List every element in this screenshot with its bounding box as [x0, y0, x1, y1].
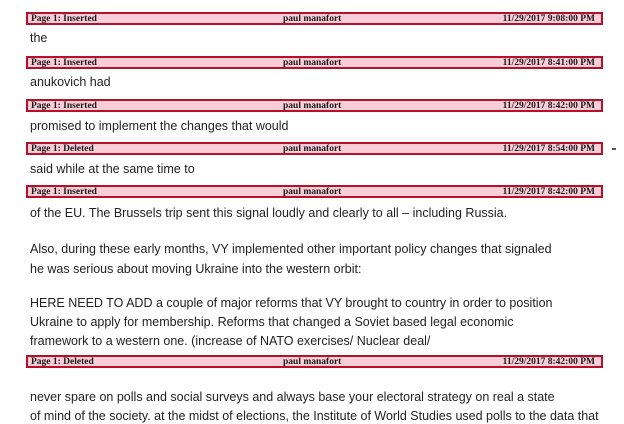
body-line: Also, during these early months, VY implemented other important policy changes that signaled: [30, 242, 552, 256]
change-date: 11/29/2017 8:42:00 PM: [502, 357, 595, 367]
change-date: 11/29/2017 8:41:00 PM: [502, 58, 595, 68]
change-text: said while at the same time to: [30, 162, 195, 176]
change-author: paul manafort: [283, 144, 342, 154]
change-date: 11/29/2017 8:42:00 PM: [502, 101, 595, 111]
change-type: Page 1: Inserted: [31, 187, 97, 197]
change-date: 11/29/2017 8:42:00 PM: [502, 187, 595, 197]
body-line: HERE NEED TO ADD a couple of major reforms that VY brought to country in order to position: [30, 296, 553, 310]
change-date: 11/29/2017 8:54:00 PM: [502, 144, 595, 154]
change-header-inserted: [26, 185, 603, 198]
change-text: promised to implement the changes that would: [30, 119, 289, 133]
change-text: anukovich had: [30, 75, 111, 89]
change-type: Page 1: Inserted: [31, 101, 97, 111]
body-line: Ukraine to apply for membership. Reforms that changed a Soviet based legal economic: [30, 315, 514, 329]
body-line: he was serious about moving Ukraine into the western orbit:: [30, 262, 362, 276]
change-author: paul manafort: [283, 357, 342, 367]
change-text: the: [30, 31, 48, 45]
change-header-inserted: [26, 56, 603, 69]
change-type: Page 1: Deleted: [31, 357, 94, 367]
change-type: Page 1: Deleted: [31, 144, 94, 154]
change-header-inserted: [26, 12, 603, 25]
body-line: framework to a western one. (increase of NATO exercises/ Nuclear deal/: [30, 334, 431, 348]
change-author: paul manafort: [283, 14, 342, 24]
change-author: paul manafort: [283, 101, 342, 111]
change-date: 11/29/2017 9:08:00 PM: [502, 14, 595, 24]
change-type: Page 1: Inserted: [31, 14, 97, 24]
change-header-deleted: [26, 355, 603, 368]
body-line: of mind of the society. at the midst of elections, the Institute of World Studies used polls to the data that: [30, 409, 599, 423]
change-author: paul manafort: [283, 187, 342, 197]
change-text: of the EU. The Brussels trip sent this signal loudly and clearly to all – including Russia.: [30, 206, 508, 220]
side-change-marker: [612, 148, 616, 150]
change-header-inserted: [26, 99, 603, 112]
change-author: paul manafort: [283, 58, 342, 68]
change-header-deleted: [26, 142, 603, 155]
change-type: Page 1: Inserted: [31, 58, 97, 68]
body-line: never spare on polls and social surveys and always base your electoral strategy on real a state: [30, 390, 555, 404]
